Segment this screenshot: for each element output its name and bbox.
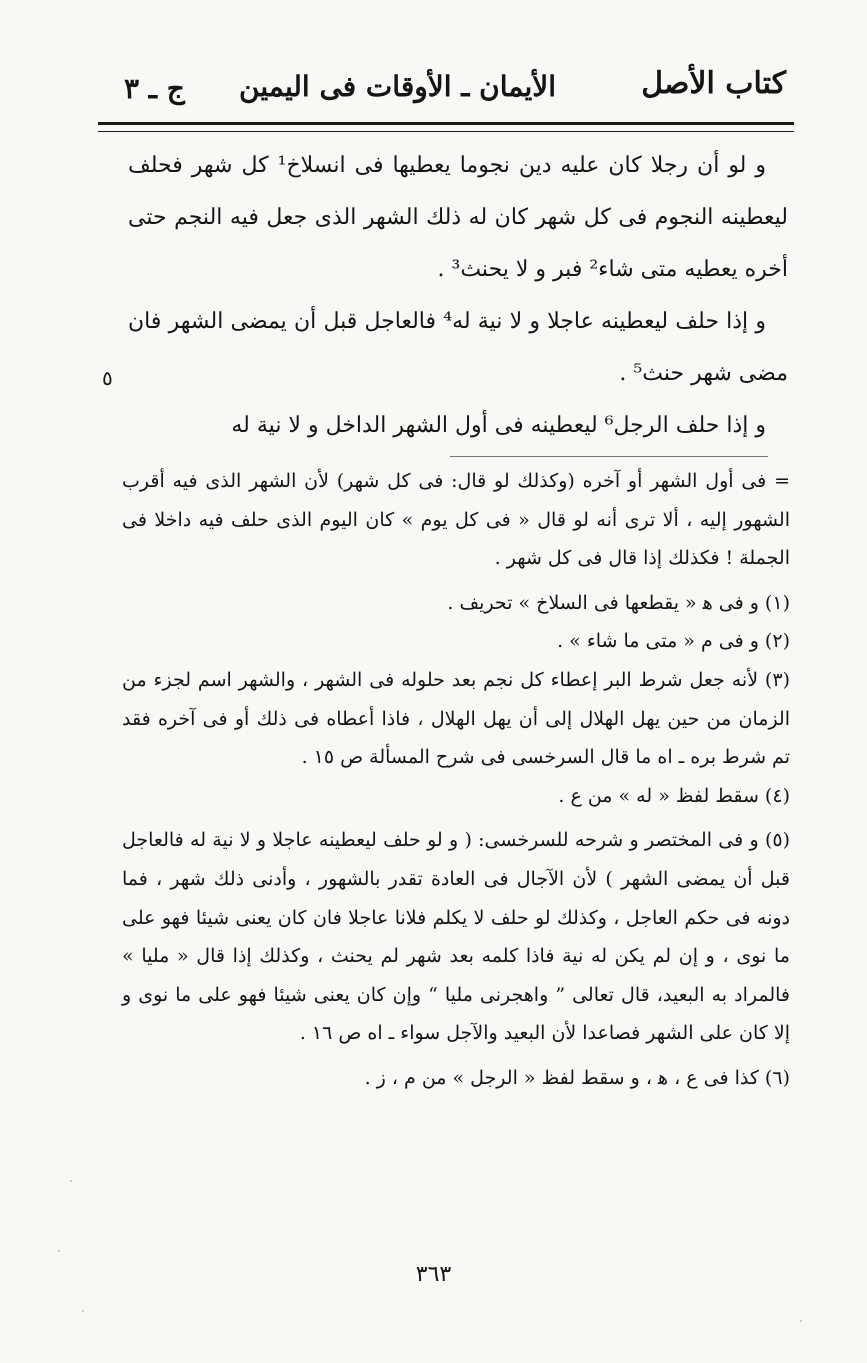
header-rule-thin	[98, 131, 794, 132]
running-header	[96, 62, 786, 122]
paper-speck	[58, 1250, 60, 1252]
volume-label: ج ـ ٣	[124, 72, 185, 105]
body-paragraph-3: و إذا حلف الرجل⁶ ليعطينه فى أول الشهر الداخل و لا نية له	[231, 413, 766, 438]
footnote-6: (٦) كذا فى ع ، ﻫ ، و سقط لفظ « الرجل » من م ، ز .	[364, 1066, 790, 1089]
body-paragraph-1: و لو أن رجلا كان عليه دين نجوما يعطيها فى انسلاخ¹ كل شهر فحلف ليعطينه النجوم فى كل شهر كان له ذلك الشهر الذى جعل فيه النجم حتى أخره يعطيه متى شاء² فبر و لا يحنث³ .	[128, 153, 788, 282]
footnote-3: (٣) لأنه جعل شرط البر إعطاء كل نجم بعد حلوله فى الشهر ، والشهر اسم لجزء من الزمان من حين يهل الهلال إلى أن يهل الهلال ، فاذا أعطاه فى ذلك أو فى آخره فقد تم شرط بره ـ اه ما قال السرخسى فى شرح المسألة ص ١٥ .	[122, 668, 790, 769]
paper-speck	[70, 1180, 72, 1182]
chapter-title: الأيمان ـ الأوقات فى اليمين	[239, 70, 556, 103]
footnotes	[122, 462, 790, 1098]
paper-speck	[82, 1310, 84, 1312]
footnote-4: (٤) سقط لفظ « له » من ع .	[558, 784, 790, 807]
paper-speck	[800, 1320, 802, 1322]
header-rule-thick	[98, 122, 794, 125]
body-paragraph-2: و إذا حلف ليعطينه عاجلا و لا نية له⁴ فالعاجل قبل أن يمضى الشهر فان مضى شهر حنث⁵ .	[128, 309, 788, 386]
page-number: ٣٦٣	[415, 1262, 452, 1287]
footnote-2: (٢) و فى م « متى ما شاء » .	[557, 630, 790, 653]
line-number-marker: ٥	[102, 366, 113, 390]
main-text	[128, 140, 788, 452]
footnote-continuation: = فى أول الشهر أو آخره (وكذلك لو قال: فى كل شهر) لأن الشهر الذى فيه أقرب الشهور إليه ، ألا ترى أنه لو قال « فى كل يوم » كان اليوم الذى حلف فيه داخلا فى الجملة ! فكذلك إذا قال فى كل شهر .	[122, 470, 790, 570]
footnote-1: (١) و فى ﻫ « يقطعها فى السلاخ » تحريف .	[447, 591, 790, 614]
footnote-5: (٥) و فى المختصر و شرحه للسرخسى: ( و لو حلف ليعطينه عاجلا و لا نية له فالعاجل قبل أن يمضى الشهر ) لأن الآجال فى العادة تقدر بالشهور ، وأدنى ذلك شهر ، فما دونه فى حكم العاجل ، وكذلك لو حلف لا يكلم فلانا عاجلا فان كان يعنى شيئا فهو على ما نوى ، و إن لم يكن له نية فاذا كلمه بعد شهر لم يحنث ، وكذلك إذا قال « مليا » فالمراد به البعيد، قال تعالى ” واهجرنى مليا “ وإن كان يعنى شيئا فهو على ما نوى و إلا كان على الشهر فصاعدا لأن البعيد والآجل سواء ـ اه ص ١٦ .	[122, 829, 790, 1045]
footnote-divider	[450, 456, 768, 457]
book-title: كتاب الأصل	[641, 66, 786, 101]
